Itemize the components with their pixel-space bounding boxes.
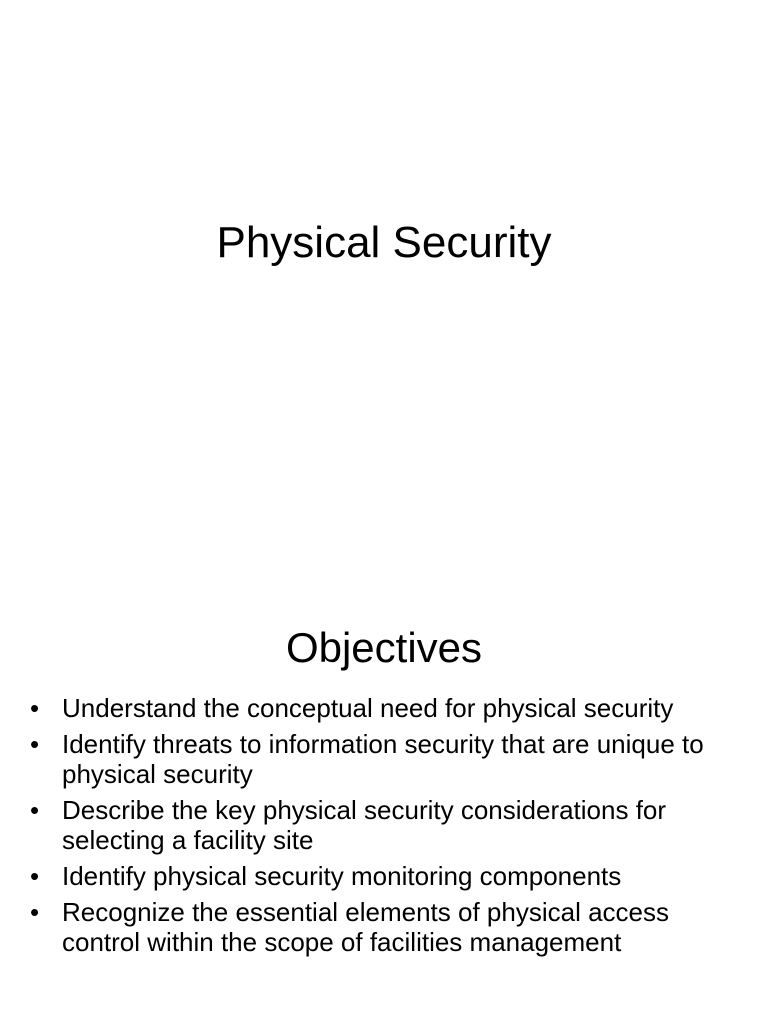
list-item-text: Identify threats to information security that are unique to physical security bbox=[62, 729, 704, 789]
bullet-icon: • bbox=[30, 693, 40, 723]
bullet-icon: • bbox=[30, 861, 40, 891]
objectives-list bbox=[30, 693, 730, 963]
bullet-icon: • bbox=[30, 897, 40, 927]
list-item bbox=[30, 693, 730, 723]
list-item-text: Recognize the essential elements of physical access control within the scope of facilities management bbox=[62, 897, 669, 957]
slide-heading: Objectives bbox=[285, 624, 483, 671]
slide-title: Physical Security bbox=[216, 218, 552, 267]
list-item-text: Identify physical security monitoring components bbox=[62, 861, 622, 891]
list-item bbox=[30, 897, 730, 957]
bullet-icon: • bbox=[30, 795, 40, 825]
list-item bbox=[30, 861, 730, 891]
list-item bbox=[30, 729, 730, 789]
list-item-text: Understand the conceptual need for physical security bbox=[62, 693, 674, 723]
objectives-slide bbox=[0, 512, 768, 1024]
list-item bbox=[30, 795, 730, 855]
list-item-text: Describe the key physical security considerations for selecting a facility site bbox=[62, 795, 667, 855]
bullet-icon: • bbox=[30, 729, 40, 759]
